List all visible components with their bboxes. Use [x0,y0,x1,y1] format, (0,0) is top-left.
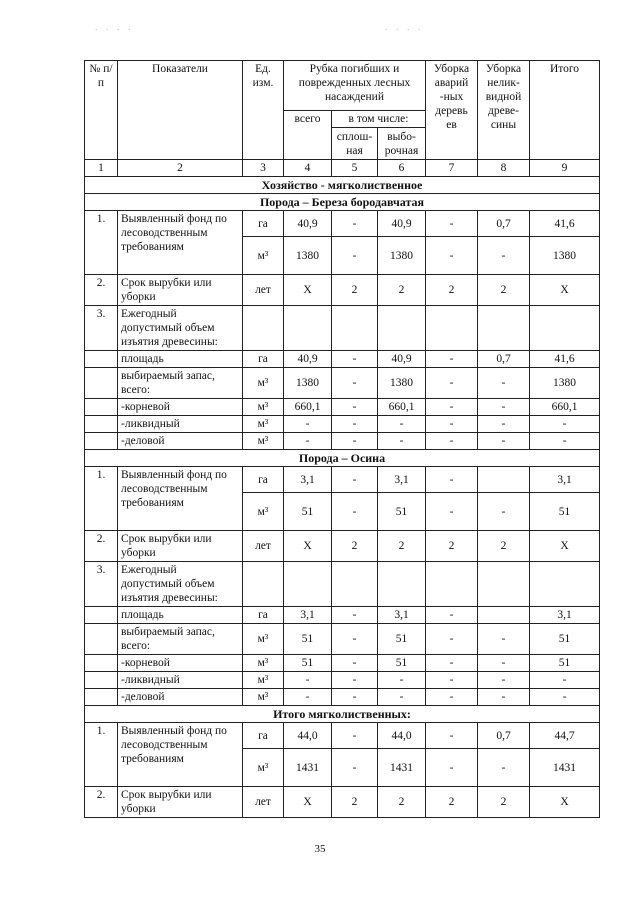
row-label: Выявленный фонд по лесоводственным требованиям [118,723,243,787]
empty-cell [85,672,118,689]
value-cell: - [332,399,378,416]
row-label: Выявленный фонд по лесоводственным требованиям [118,467,243,531]
value-cell: - [284,672,332,689]
value-cell: 2 [378,531,426,562]
value-cell: - [378,689,426,706]
header-clear: сплош-ная [332,128,378,160]
empty-cell [426,306,478,351]
value-cell: - [332,467,378,493]
value-cell: - [332,749,378,787]
value-cell: Х [530,787,600,818]
value-cell: - [332,433,378,450]
value-cell: 2 [332,531,378,562]
unit-cell: м³ [243,399,284,416]
value-cell: 41,6 [530,211,600,237]
value-cell: - [332,672,378,689]
value-cell: - [426,467,478,493]
unit-cell: га [243,723,284,749]
value-cell: 3,1 [284,467,332,493]
value-cell: - [426,723,478,749]
value-cell: - [332,237,378,275]
value-cell: 0,7 [478,351,530,368]
empty-cell [332,562,378,607]
empty-cell [530,562,600,607]
value-cell: 0,7 [478,211,530,237]
value-cell: - [426,416,478,433]
value-cell: - [478,493,530,531]
header-incl: в том числе: [332,111,426,128]
scan-noise: . . . . [385,22,424,33]
value-cell: 51 [530,624,600,655]
header-total-cut: всего [284,111,332,160]
value-cell: - [530,672,600,689]
empty-cell [530,306,600,351]
value-cell: 51 [530,493,600,531]
value-cell: 3,1 [378,607,426,624]
header-unit: Ед. изм. [243,61,284,160]
row-number: 1. [85,723,118,787]
breed-heading: Порода – Береза бородавчатая [85,194,600,211]
empty-cell [478,562,530,607]
unit-cell: га [243,211,284,237]
value-cell: 1431 [284,749,332,787]
value-cell: - [478,672,530,689]
row-label: площадь [118,607,243,624]
empty-cell [85,351,118,368]
value-cell: 660,1 [378,399,426,416]
value-cell: - [478,655,530,672]
unit-cell: га [243,607,284,624]
value-cell: - [332,624,378,655]
value-cell: - [284,689,332,706]
row-label: Ежегодный допустимый объем изъятия древесины: [118,562,243,607]
unit-cell: м³ [243,689,284,706]
column-number: 1 [85,160,118,177]
column-number: 2 [118,160,243,177]
unit-cell: лет [243,275,284,306]
section-farm: Хозяйство - мягколиственное [85,177,600,194]
value-cell: - [332,607,378,624]
row-number: 2. [85,275,118,306]
row-number: 2. [85,787,118,818]
value-cell: 40,9 [378,211,426,237]
value-cell: - [378,433,426,450]
header-indicators: Показатели [118,61,243,160]
value-cell: 40,9 [284,351,332,368]
value-cell: - [332,723,378,749]
empty-cell [243,306,284,351]
value-cell: 44,7 [530,723,600,749]
unit-cell: лет [243,787,284,818]
value-cell: - [426,368,478,399]
unit-cell: га [243,351,284,368]
value-cell: - [478,368,530,399]
value-cell: 2 [426,787,478,818]
value-cell: 2 [332,275,378,306]
column-number: 3 [243,160,284,177]
unit-cell: м³ [243,749,284,787]
column-number: 5 [332,160,378,177]
row-label: Срок вырубки или уборки [118,275,243,306]
value-cell: - [478,624,530,655]
value-cell: - [332,351,378,368]
empty-cell [426,562,478,607]
value-cell: 2 [378,275,426,306]
value-cell: - [530,416,600,433]
row-label: Ежегодный допустимый объем изъятия древесины: [118,306,243,351]
value-cell: - [478,433,530,450]
row-number: 1. [85,211,118,275]
value-cell: 0,7 [478,723,530,749]
empty-cell [85,368,118,399]
unit-cell: м³ [243,493,284,531]
empty-cell [85,624,118,655]
value-cell: - [426,237,478,275]
row-number: 1. [85,467,118,531]
felling-table [84,60,600,818]
value-cell: - [478,399,530,416]
column-number: 7 [426,160,478,177]
value-cell: 2 [426,531,478,562]
empty-cell [85,607,118,624]
row-number: 3. [85,562,118,607]
value-cell [478,607,530,624]
unit-cell: м³ [243,655,284,672]
unit-cell: м³ [243,672,284,689]
value-cell: - [530,433,600,450]
value-cell: 40,9 [378,351,426,368]
header-felling: Рубка погибших и поврежденных лесных насаждений [284,61,426,111]
value-cell: 51 [378,655,426,672]
value-cell: Х [530,275,600,306]
unit-cell: м³ [243,368,284,399]
value-cell: 1380 [378,237,426,275]
value-cell: 2 [426,275,478,306]
value-cell: - [332,655,378,672]
row-label: выбираемый запас, всего: [118,624,243,655]
header-total: Итого [530,61,600,160]
value-cell: - [426,689,478,706]
value-cell: 44,0 [284,723,332,749]
value-cell: - [332,211,378,237]
column-number: 9 [530,160,600,177]
value-cell: Х [530,531,600,562]
value-cell: - [332,368,378,399]
breed-heading: Порода – Осина [85,450,600,467]
value-cell: 40,9 [284,211,332,237]
value-cell: 44,0 [378,723,426,749]
row-number: 3. [85,306,118,351]
empty-cell [85,655,118,672]
data-table-container [84,60,599,818]
column-number: 6 [378,160,426,177]
value-cell: - [530,689,600,706]
value-cell: 660,1 [530,399,600,416]
value-cell: Х [284,531,332,562]
value-cell: - [478,416,530,433]
value-cell: 3,1 [530,607,600,624]
value-cell: - [332,416,378,433]
empty-cell [378,562,426,607]
unit-cell: м³ [243,433,284,450]
column-number: 8 [478,160,530,177]
value-cell: - [478,749,530,787]
value-cell: - [332,493,378,531]
header-no: № п/п [85,61,118,160]
header-emergency: Уборка аварий -ных деревь ев [426,61,478,160]
unit-cell: м³ [243,624,284,655]
value-cell: - [284,433,332,450]
row-label: -корневой [118,399,243,416]
unit-cell: м³ [243,416,284,433]
value-cell: - [426,399,478,416]
value-cell: - [426,655,478,672]
value-cell: 41,6 [530,351,600,368]
value-cell: 51 [284,493,332,531]
empty-cell [85,433,118,450]
row-label: -деловой [118,689,243,706]
value-cell: - [426,351,478,368]
scan-noise: . . . . [95,22,134,33]
row-label: выбираемый запас, всего: [118,368,243,399]
value-cell: 1380 [378,368,426,399]
row-label: Выявленный фонд по лесоводственным требованиям [118,211,243,275]
column-number: 4 [284,160,332,177]
value-cell: 2 [332,787,378,818]
row-label: -корневой [118,655,243,672]
empty-cell [85,689,118,706]
row-label: Срок вырубки или уборки [118,787,243,818]
row-label: Срок вырубки или уборки [118,531,243,562]
value-cell: - [426,211,478,237]
value-cell: - [378,416,426,433]
unit-cell: га [243,467,284,493]
total-heading: Итого мягколиственных: [85,706,600,723]
empty-cell [284,562,332,607]
value-cell: - [478,689,530,706]
empty-cell [332,306,378,351]
value-cell: 2 [378,787,426,818]
value-cell: 3,1 [378,467,426,493]
value-cell: 1380 [530,368,600,399]
value-cell: 1380 [284,368,332,399]
value-cell: 1431 [378,749,426,787]
value-cell: - [426,607,478,624]
header-illiquid: Уборка нелик-видной древе-сины [478,61,530,160]
value-cell [478,467,530,493]
value-cell: - [378,672,426,689]
value-cell: 660,1 [284,399,332,416]
row-label: -деловой [118,433,243,450]
row-number: 2. [85,531,118,562]
value-cell: - [478,237,530,275]
value-cell: 51 [378,493,426,531]
empty-cell [85,416,118,433]
page-number: 35 [314,843,326,855]
row-label: -ликвидный [118,416,243,433]
value-cell: Х [284,275,332,306]
value-cell: 51 [284,624,332,655]
unit-cell: м³ [243,237,284,275]
value-cell: - [284,416,332,433]
value-cell: 51 [530,655,600,672]
value-cell: 2 [478,531,530,562]
empty-cell [85,399,118,416]
value-cell: - [426,433,478,450]
empty-cell [284,306,332,351]
value-cell: - [426,493,478,531]
value-cell: 1380 [284,237,332,275]
value-cell: - [332,689,378,706]
value-cell: 3,1 [530,467,600,493]
value-cell: 3,1 [284,607,332,624]
value-cell: Х [284,787,332,818]
value-cell: 2 [478,787,530,818]
empty-cell [243,562,284,607]
value-cell: 1380 [530,237,600,275]
value-cell: - [426,749,478,787]
row-label: площадь [118,351,243,368]
empty-cell [378,306,426,351]
value-cell: - [426,624,478,655]
value-cell: 2 [478,275,530,306]
header-selective: выбо-рочная [378,128,426,160]
row-label: -ликвидный [118,672,243,689]
value-cell: 1431 [530,749,600,787]
value-cell: 51 [284,655,332,672]
unit-cell: лет [243,531,284,562]
value-cell: - [426,672,478,689]
empty-cell [478,306,530,351]
value-cell: 51 [378,624,426,655]
